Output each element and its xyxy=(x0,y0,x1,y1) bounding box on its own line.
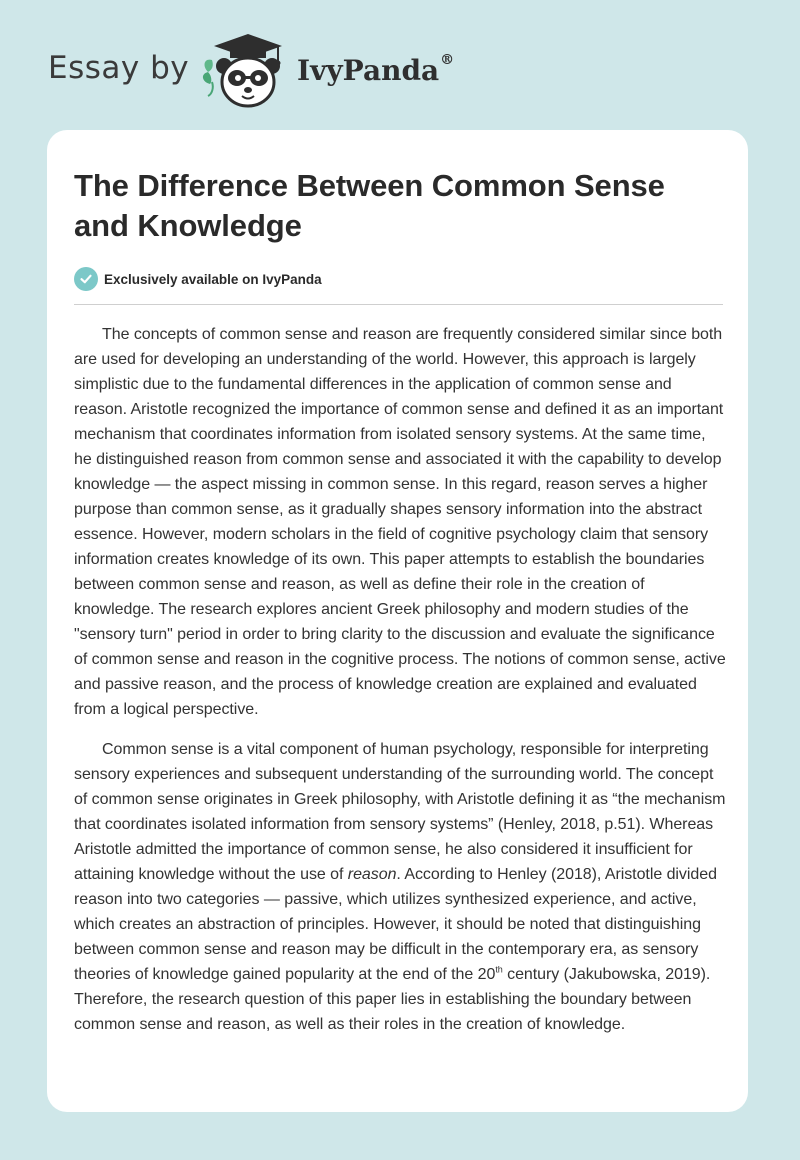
panda-graduate-logo-icon[interactable] xyxy=(200,32,296,112)
brand-name-text: IvyPanda xyxy=(297,54,440,87)
checkmark-icon xyxy=(74,267,98,291)
essay-paragraph-1: The concepts of common sense and reason are frequently considered similar since both are used for developing an understanding of the world. However, this approach is largely simplistic due to the fundamental differences in the application of common sense and reason. Aristotle recognized the importance of common sense and defined it as an important mechanism that coordinates information from isolated sensory systems. At the same time, he distinguished reason from common sense and associated it with the capability to develop knowledge — the aspect missing in common sense. In this regard, reason serves a higher purpose than common sense, as it gradually shapes sensory information into the abstract essence. However, modern scholars in the field of cognitive psychology claim that sensory information creates knowledge of its own. This paper attempts to establish the boundaries between common sense and reason, as well as define their role in the creation of knowledge. The research explores ancient Greek philosophy and modern studies of the "sensory turn" period in order to bring clarity to the discussion and evaluate the significance of common sense and reason in the cognitive process. The notions of common sense, active and passive reason, and the process of knowledge creation are explained and evaluated from a logical perspective. xyxy=(74,326,726,718)
paragraph-2-text-a: Common sense is a vital component of human psychology, responsible for interpreting sensory experiences and subsequent understanding of the surrounding world. The concept of common sense originates in Greek philosophy, with Aristotle defining it as “the mechanism that coordinates isolated information from sensory systems” (Henley, 2018, p.51). Whereas Aristotle admitted the importance of common sense, he also considered it insufficient for attaining knowledge without the use of xyxy=(74,741,726,883)
paragraph-2-italic-reason: reason xyxy=(347,866,397,883)
ivypanda-brand-name[interactable] xyxy=(297,54,454,87)
divider xyxy=(74,304,723,305)
essay-card xyxy=(47,130,748,1112)
essay-paragraph-2 xyxy=(74,737,726,1037)
paragraph-2-text-b: . According to Henley (2018), Aristotle divided reason into two categories — passive, which utilizes synthesized experience, and active, which creates an abstraction of principles. However, it should be noted that distinguishing between common sense and reason may be difficult in the contemporary era, as sensory theories of knowledge gained popularity at the end of the 20 xyxy=(74,866,717,983)
essay-by-label: Essay by xyxy=(48,50,190,86)
exclusive-badge xyxy=(74,266,722,292)
site-header xyxy=(0,0,800,130)
paragraph-2-text-c: century (Jakubowska, 2019). Therefore, the research question of this paper lies in establishing the boundary between common sense and reason, as well as their roles in the creation of knowledge. xyxy=(74,966,711,1033)
superscript-th: th xyxy=(495,964,503,975)
exclusive-text: Exclusively available on IvyPanda xyxy=(104,271,322,287)
registered-mark: ® xyxy=(440,52,455,68)
essay-title: The Difference Between Common Sense and Knowledge xyxy=(74,168,665,243)
